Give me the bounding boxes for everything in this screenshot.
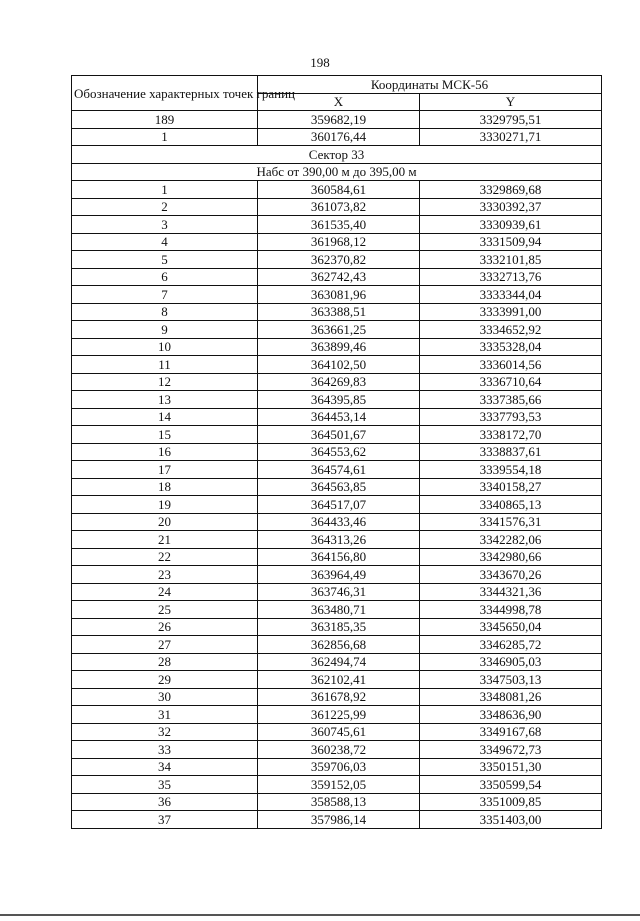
point-number-cell: 11: [72, 356, 258, 374]
point-number-cell: 33: [72, 741, 258, 759]
point-number-cell: 1: [72, 181, 258, 199]
table-row: [72, 181, 602, 199]
table-row: [72, 268, 602, 286]
point-number-cell: 1: [72, 128, 258, 146]
point-number-cell: 29: [72, 671, 258, 689]
y-coordinate-cell: 3340158,27: [420, 478, 602, 496]
y-coordinate-cell: 3337385,66: [420, 391, 602, 409]
table-row: [72, 461, 602, 479]
table-row: [72, 741, 602, 759]
table-row: [72, 513, 602, 531]
table-row: [72, 496, 602, 514]
y-coordinate-cell: 3333991,00: [420, 303, 602, 321]
point-number-cell: 32: [72, 723, 258, 741]
table-row: [72, 548, 602, 566]
table-row: [72, 321, 602, 339]
header-point-label: Обозначение характерных точек границ: [72, 76, 258, 111]
x-coordinate-cell: 363899,46: [258, 338, 420, 356]
x-coordinate-cell: 362370,82: [258, 251, 420, 269]
table-row: [72, 426, 602, 444]
point-number-cell: 6: [72, 268, 258, 286]
x-coordinate-cell: 364517,07: [258, 496, 420, 514]
x-coordinate-cell: 364102,50: [258, 356, 420, 374]
point-number-cell: 24: [72, 583, 258, 601]
y-coordinate-cell: 3351009,85: [420, 793, 602, 811]
point-number-cell: 20: [72, 513, 258, 531]
y-coordinate-cell: 3332101,85: [420, 251, 602, 269]
table-header-row: [72, 76, 602, 94]
x-coordinate-cell: 361968,12: [258, 233, 420, 251]
x-coordinate-cell: 364395,85: [258, 391, 420, 409]
y-coordinate-cell: 3347503,13: [420, 671, 602, 689]
table-row: [72, 356, 602, 374]
y-coordinate-cell: 3344321,36: [420, 583, 602, 601]
table-row: [72, 811, 602, 829]
x-coordinate-cell: 362102,41: [258, 671, 420, 689]
point-number-cell: 14: [72, 408, 258, 426]
table-row: [72, 793, 602, 811]
table-row: [72, 636, 602, 654]
y-coordinate-cell: 3330392,37: [420, 198, 602, 216]
x-coordinate-cell: 360176,44: [258, 128, 420, 146]
point-number-cell: 4: [72, 233, 258, 251]
x-coordinate-cell: 362856,68: [258, 636, 420, 654]
table-row: [72, 128, 602, 146]
table-row: [72, 671, 602, 689]
point-number-cell: 25: [72, 601, 258, 619]
table-row: [72, 653, 602, 671]
x-coordinate-cell: 363661,25: [258, 321, 420, 339]
y-coordinate-cell: 3350599,54: [420, 776, 602, 794]
y-coordinate-cell: 3337793,53: [420, 408, 602, 426]
y-coordinate-cell: 3339554,18: [420, 461, 602, 479]
x-coordinate-cell: 359152,05: [258, 776, 420, 794]
header-coordinate-system: Координаты МСК-56: [258, 76, 602, 94]
y-coordinate-cell: 3330271,71: [420, 128, 602, 146]
table-row: [72, 111, 602, 129]
y-coordinate-cell: 3350151,30: [420, 758, 602, 776]
table-row: [72, 531, 602, 549]
point-number-cell: 37: [72, 811, 258, 829]
x-coordinate-cell: 364453,14: [258, 408, 420, 426]
table-row: [72, 251, 602, 269]
table-row: [72, 286, 602, 304]
x-coordinate-cell: 364563,85: [258, 478, 420, 496]
point-number-cell: 8: [72, 303, 258, 321]
x-coordinate-cell: 364313,26: [258, 531, 420, 549]
x-coordinate-cell: 364553,62: [258, 443, 420, 461]
x-coordinate-cell: 362742,43: [258, 268, 420, 286]
x-coordinate-cell: 357986,14: [258, 811, 420, 829]
table-row: [72, 198, 602, 216]
x-coordinate-cell: 360584,61: [258, 181, 420, 199]
y-coordinate-cell: 3342980,66: [420, 548, 602, 566]
x-coordinate-cell: 364501,67: [258, 426, 420, 444]
x-coordinate-cell: 359682,19: [258, 111, 420, 129]
point-number-cell: 21: [72, 531, 258, 549]
y-coordinate-cell: 3346905,03: [420, 653, 602, 671]
y-coordinate-cell: 3343670,26: [420, 566, 602, 584]
header-y: Y: [420, 93, 602, 111]
table-row: [72, 443, 602, 461]
table-row: [72, 758, 602, 776]
section-subtitle: Набс от 390,00 м до 395,00 м: [72, 163, 602, 181]
x-coordinate-cell: 363081,96: [258, 286, 420, 304]
point-number-cell: 22: [72, 548, 258, 566]
x-coordinate-cell: 363746,31: [258, 583, 420, 601]
point-number-cell: 3: [72, 216, 258, 234]
y-coordinate-cell: 3332713,76: [420, 268, 602, 286]
table-row: [72, 216, 602, 234]
point-number-cell: 31: [72, 706, 258, 724]
table-row: [72, 338, 602, 356]
point-number-cell: 2: [72, 198, 258, 216]
y-coordinate-cell: 3349167,68: [420, 723, 602, 741]
point-number-cell: 36: [72, 793, 258, 811]
y-coordinate-cell: 3335328,04: [420, 338, 602, 356]
table-row: [72, 723, 602, 741]
point-number-cell: 28: [72, 653, 258, 671]
y-coordinate-cell: 3348081,26: [420, 688, 602, 706]
table-row: [72, 478, 602, 496]
y-coordinate-cell: 3346285,72: [420, 636, 602, 654]
table-row: [72, 706, 602, 724]
x-coordinate-cell: 364574,61: [258, 461, 420, 479]
x-coordinate-cell: 360745,61: [258, 723, 420, 741]
y-coordinate-cell: 3341576,31: [420, 513, 602, 531]
x-coordinate-cell: 359706,03: [258, 758, 420, 776]
table-row: [72, 776, 602, 794]
y-coordinate-cell: 3349672,73: [420, 741, 602, 759]
x-coordinate-cell: 363185,35: [258, 618, 420, 636]
y-coordinate-cell: 3340865,13: [420, 496, 602, 514]
page-number: 198: [310, 55, 330, 70]
y-coordinate-cell: 3336710,64: [420, 373, 602, 391]
table-row: [72, 303, 602, 321]
y-coordinate-cell: 3329795,51: [420, 111, 602, 129]
y-coordinate-cell: 3333344,04: [420, 286, 602, 304]
header-x: X: [258, 93, 420, 111]
point-number-cell: 19: [72, 496, 258, 514]
y-coordinate-cell: 3344998,78: [420, 601, 602, 619]
point-number-cell: 189: [72, 111, 258, 129]
y-coordinate-cell: 3330939,61: [420, 216, 602, 234]
table-row: [72, 688, 602, 706]
y-coordinate-cell: 3338172,70: [420, 426, 602, 444]
point-number-cell: 17: [72, 461, 258, 479]
point-number-cell: 30: [72, 688, 258, 706]
y-coordinate-cell: 3342282,06: [420, 531, 602, 549]
point-number-cell: 16: [72, 443, 258, 461]
point-number-cell: 18: [72, 478, 258, 496]
point-number-cell: 34: [72, 758, 258, 776]
table-row: [72, 601, 602, 619]
point-number-cell: 13: [72, 391, 258, 409]
y-coordinate-cell: 3331509,94: [420, 233, 602, 251]
x-coordinate-cell: 363964,49: [258, 566, 420, 584]
x-coordinate-cell: 364156,80: [258, 548, 420, 566]
scan-bottom-edge: [0, 914, 640, 916]
point-number-cell: 23: [72, 566, 258, 584]
x-coordinate-cell: 362494,74: [258, 653, 420, 671]
y-coordinate-cell: 3336014,56: [420, 356, 602, 374]
x-coordinate-cell: 358588,13: [258, 793, 420, 811]
point-number-cell: 12: [72, 373, 258, 391]
y-coordinate-cell: 3348636,90: [420, 706, 602, 724]
y-coordinate-cell: 3329869,68: [420, 181, 602, 199]
table-row: [72, 583, 602, 601]
point-number-cell: 7: [72, 286, 258, 304]
x-coordinate-cell: 361678,92: [258, 688, 420, 706]
y-coordinate-cell: 3334652,92: [420, 321, 602, 339]
coordinates-table: [71, 75, 602, 829]
table-row: [72, 566, 602, 584]
x-coordinate-cell: 363480,71: [258, 601, 420, 619]
table-row: [72, 618, 602, 636]
x-coordinate-cell: 361073,82: [258, 198, 420, 216]
table-row: [72, 373, 602, 391]
x-coordinate-cell: 360238,72: [258, 741, 420, 759]
point-number-cell: 26: [72, 618, 258, 636]
section-title-row: [72, 146, 602, 164]
x-coordinate-cell: 361535,40: [258, 216, 420, 234]
point-number-cell: 15: [72, 426, 258, 444]
point-number-cell: 27: [72, 636, 258, 654]
table-row: [72, 233, 602, 251]
coordinates-table-body: [72, 76, 602, 829]
y-coordinate-cell: 3338837,61: [420, 443, 602, 461]
table-row: [72, 391, 602, 409]
y-coordinate-cell: 3351403,00: [420, 811, 602, 829]
section-subtitle-row: [72, 163, 602, 181]
section-title: Сектор 33: [72, 146, 602, 164]
point-number-cell: 5: [72, 251, 258, 269]
y-coordinate-cell: 3345650,04: [420, 618, 602, 636]
x-coordinate-cell: 361225,99: [258, 706, 420, 724]
x-coordinate-cell: 364433,46: [258, 513, 420, 531]
point-number-cell: 35: [72, 776, 258, 794]
table-row: [72, 408, 602, 426]
point-number-cell: 9: [72, 321, 258, 339]
x-coordinate-cell: 364269,83: [258, 373, 420, 391]
point-number-cell: 10: [72, 338, 258, 356]
x-coordinate-cell: 363388,51: [258, 303, 420, 321]
